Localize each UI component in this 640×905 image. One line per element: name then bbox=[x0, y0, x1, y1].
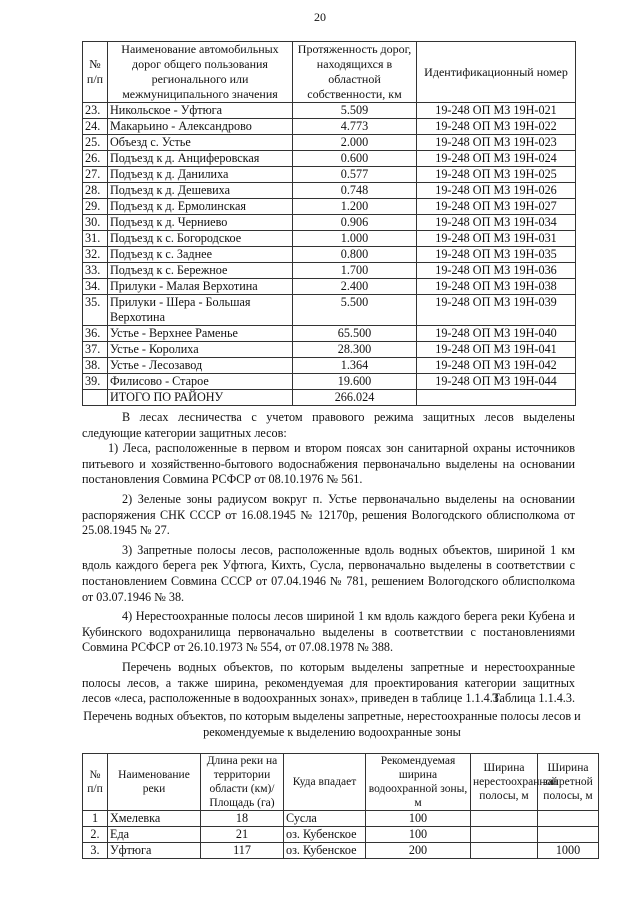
road-id: 19-248 ОП МЗ 19Н-022 bbox=[417, 119, 576, 135]
road-name: Никольское - Уфтюга bbox=[108, 103, 293, 119]
row-number: 32. bbox=[83, 247, 108, 263]
row-number: 36. bbox=[83, 326, 108, 342]
row-number: 38. bbox=[83, 358, 108, 374]
road-id: 19-248 ОП МЗ 19Н-024 bbox=[417, 151, 576, 167]
road-length: 65.500 bbox=[293, 326, 417, 342]
road-length: 28.300 bbox=[293, 342, 417, 358]
road-length: 2.000 bbox=[293, 135, 417, 151]
road-name: Подъезд к д. Дешевиха bbox=[108, 183, 293, 199]
header-number: № п/п bbox=[83, 754, 108, 811]
road-length: 0.748 bbox=[293, 183, 417, 199]
row-number: 1 bbox=[83, 811, 108, 827]
row-number: 39. bbox=[83, 374, 108, 390]
row-number: 24. bbox=[83, 119, 108, 135]
total-empty bbox=[417, 390, 576, 406]
road-name: Филисово - Старое bbox=[108, 374, 293, 390]
road-name: Макарьино - Александрово bbox=[108, 119, 293, 135]
road-name: Подъезд к с. Бережное bbox=[108, 263, 293, 279]
table-row bbox=[83, 199, 576, 215]
road-name: Подъезд к д. Ермолинская bbox=[108, 199, 293, 215]
row-number: 2. bbox=[83, 827, 108, 843]
road-id: 19-248 ОП МЗ 19Н-023 bbox=[417, 135, 576, 151]
header-spawning-strip-width: Ширина нерестоохранной полосы, м bbox=[471, 754, 538, 811]
row-number: 27. bbox=[83, 167, 108, 183]
paragraph: 4) Нерестоохранные полосы лесов шириной 1 км вдоль каждого берега реки Кубена и Кубинского водохранилища первоначально выделены в соответствии с постановлениями Совмина РСФСР от 26.10.1973 № 554, от 07.08.1978 № 388. bbox=[82, 609, 575, 655]
row-number: 31. bbox=[83, 231, 108, 247]
table-row bbox=[83, 119, 576, 135]
water-zone-width: 200 bbox=[366, 843, 471, 859]
table-title: Перечень водных объектов, по которым выделены запретные, нерестоохранные полосы лесов и рекомендуемые к выделению водоохранные зоны bbox=[83, 709, 581, 739]
prohibited-strip-width bbox=[538, 827, 599, 843]
table-row bbox=[83, 295, 576, 326]
spawning-strip-width bbox=[471, 811, 538, 827]
row-number: 37. bbox=[83, 342, 108, 358]
table-header-row bbox=[83, 42, 576, 103]
row-number: 25. bbox=[83, 135, 108, 151]
table-row bbox=[83, 167, 576, 183]
roads-table bbox=[82, 41, 576, 406]
header-road-name: Наименование автомобильных дорог общего пользования регионального или межмуниципального значения bbox=[108, 42, 293, 103]
table-row bbox=[83, 231, 576, 247]
road-id: 19-248 ОП МЗ 19Н-041 bbox=[417, 342, 576, 358]
road-name: Прилуки - Малая Верхотина bbox=[108, 279, 293, 295]
road-length: 2.400 bbox=[293, 279, 417, 295]
road-length: 1.200 bbox=[293, 199, 417, 215]
prohibited-strip-width: 1000 bbox=[538, 843, 599, 859]
table-row bbox=[83, 811, 599, 827]
table-header-row bbox=[83, 754, 599, 811]
row-number: 29. bbox=[83, 199, 108, 215]
header-water-zone-width: Рекомендуемая ширина водоохранной зоны, м bbox=[366, 754, 471, 811]
table-row bbox=[83, 103, 576, 119]
table-row bbox=[83, 342, 576, 358]
road-id: 19-248 ОП МЗ 19Н-035 bbox=[417, 247, 576, 263]
road-id: 19-248 ОП МЗ 19Н-031 bbox=[417, 231, 576, 247]
row-number: 28. bbox=[83, 183, 108, 199]
road-length: 5.500 bbox=[293, 295, 417, 326]
prohibited-strip-width bbox=[538, 811, 599, 827]
body-text bbox=[82, 410, 575, 707]
road-name: Подъезд к д. Данилиха bbox=[108, 167, 293, 183]
road-length: 0.600 bbox=[293, 151, 417, 167]
paragraph: В лесах лесничества с учетом правового режима защитных лесов выделены следующие категории защитных лесов: bbox=[82, 410, 575, 440]
header-id: Идентификационный номер bbox=[417, 42, 576, 103]
table-row bbox=[83, 326, 576, 342]
total-row bbox=[83, 390, 576, 406]
road-length: 0.577 bbox=[293, 167, 417, 183]
paragraph: Перечень водных объектов, по которым выделены запретные и нерестоохранные полосы лесов, а также ширина, рекомендуемая для проектирования категории защитных лесов «леса, расположенные в водоохранных зонах», приведен в таблице 1.1.4.3. bbox=[82, 659, 575, 706]
road-id: 19-248 ОП МЗ 19Н-034 bbox=[417, 215, 576, 231]
river-length: 21 bbox=[201, 827, 284, 843]
row-number: 35. bbox=[83, 295, 108, 326]
road-id: 19-248 ОП МЗ 19Н-044 bbox=[417, 374, 576, 390]
header-length: Протяженность дорог, находящихся в областной собственности, км bbox=[293, 42, 417, 103]
road-id: 19-248 ОП МЗ 19Н-036 bbox=[417, 263, 576, 279]
table-row bbox=[83, 151, 576, 167]
table-row bbox=[83, 358, 576, 374]
road-name: Прилуки - Шера - Большая Верхотина bbox=[108, 295, 293, 326]
river-name: Хмелевка bbox=[108, 811, 201, 827]
road-length: 5.509 bbox=[293, 103, 417, 119]
road-name: Устье - Верхнее Раменье bbox=[108, 326, 293, 342]
table-row bbox=[83, 247, 576, 263]
paragraph: 3) Запретные полосы лесов, расположенные вдоль водных объектов, шириной 1 км вдоль каждого берега рек Уфтюга, Кихть, Сусла, первоначально выделены в соответствии с постановлением Совмина СССР от 07.04.1946 № 781, решением Вологодского облисполкома от 03.07.1946 № 38. bbox=[82, 542, 575, 604]
road-length: 19.600 bbox=[293, 374, 417, 390]
road-id: 19-248 ОП МЗ 19Н-038 bbox=[417, 279, 576, 295]
paragraph: 2) Зеленые зоны радиусом вокруг п. Устье первоначально выделены на основании распоряжения СНК СССР от 16.08.1945 № 12170р, решения Вологодского облисполкома от 25.08.1945 № 27. bbox=[82, 491, 575, 538]
water-zone-width: 100 bbox=[366, 827, 471, 843]
road-name: Подъезд к с. Богородское bbox=[108, 231, 293, 247]
flows-into: Сусла bbox=[284, 811, 366, 827]
table-row bbox=[83, 279, 576, 295]
water-zone-width: 100 bbox=[366, 811, 471, 827]
road-length: 1.364 bbox=[293, 358, 417, 374]
table-row bbox=[83, 183, 576, 199]
row-number: 30. bbox=[83, 215, 108, 231]
total-empty bbox=[83, 390, 108, 406]
road-name: Объезд с. Устье bbox=[108, 135, 293, 151]
paragraph: 1) Леса, расположенные в первом и втором поясах зон санитарной охраны источников питьевого и хозяйственно-бытового водоснабжения первоначально выделены на основании постановления Совмина РСФСР от 08.10.1976 № 561. bbox=[82, 441, 575, 487]
road-id: 19-248 ОП МЗ 19Н-042 bbox=[417, 358, 576, 374]
row-number: 23. bbox=[83, 103, 108, 119]
road-id: 19-248 ОП МЗ 19Н-021 bbox=[417, 103, 576, 119]
header-flows-into: Куда впадает bbox=[284, 754, 366, 811]
header-number: № п/п bbox=[83, 42, 108, 103]
road-name: Подъезд к д. Черниево bbox=[108, 215, 293, 231]
table-row bbox=[83, 263, 576, 279]
table-row bbox=[83, 843, 599, 859]
river-name: Уфтюга bbox=[108, 843, 201, 859]
flows-into: оз. Кубенское bbox=[284, 843, 366, 859]
road-id: 19-248 ОП МЗ 19Н-027 bbox=[417, 199, 576, 215]
table-row bbox=[83, 827, 599, 843]
river-name: Еда bbox=[108, 827, 201, 843]
river-length: 18 bbox=[201, 811, 284, 827]
page-number: 20 bbox=[314, 10, 326, 24]
road-name: Подъезд к с. Заднее bbox=[108, 247, 293, 263]
road-name: Устье - Королиха bbox=[108, 342, 293, 358]
header-river-name: Наименование реки bbox=[108, 754, 201, 811]
row-number: 34. bbox=[83, 279, 108, 295]
table-row bbox=[83, 374, 576, 390]
row-number: 33. bbox=[83, 263, 108, 279]
header-prohibited-strip-width: Ширина запретной полосы, м bbox=[538, 754, 599, 811]
road-id: 19-248 ОП МЗ 19Н-040 bbox=[417, 326, 576, 342]
road-id: 19-248 ОП МЗ 19Н-039 bbox=[417, 295, 576, 326]
road-name: Устье - Лесозавод bbox=[108, 358, 293, 374]
road-length: 0.906 bbox=[293, 215, 417, 231]
road-length: 1.700 bbox=[293, 263, 417, 279]
total-label: ИТОГО ПО РАЙОНУ bbox=[108, 390, 293, 406]
total-value: 266.024 bbox=[293, 390, 417, 406]
water-objects-table bbox=[82, 753, 599, 859]
road-id: 19-248 ОП МЗ 19Н-025 bbox=[417, 167, 576, 183]
road-length: 1.000 bbox=[293, 231, 417, 247]
header-river-length: Длина реки на территории области (км)/ Площадь (га) bbox=[201, 754, 284, 811]
road-length: 4.773 bbox=[293, 119, 417, 135]
table-row bbox=[83, 135, 576, 151]
table-caption: Таблица 1.1.4.3. bbox=[492, 691, 575, 705]
flows-into: оз. Кубенское bbox=[284, 827, 366, 843]
row-number: 26. bbox=[83, 151, 108, 167]
road-name: Подъезд к д. Анциферовская bbox=[108, 151, 293, 167]
road-id: 19-248 ОП МЗ 19Н-026 bbox=[417, 183, 576, 199]
road-length: 0.800 bbox=[293, 247, 417, 263]
spawning-strip-width bbox=[471, 843, 538, 859]
table-row bbox=[83, 215, 576, 231]
row-number: 3. bbox=[83, 843, 108, 859]
river-length: 117 bbox=[201, 843, 284, 859]
spawning-strip-width bbox=[471, 827, 538, 843]
